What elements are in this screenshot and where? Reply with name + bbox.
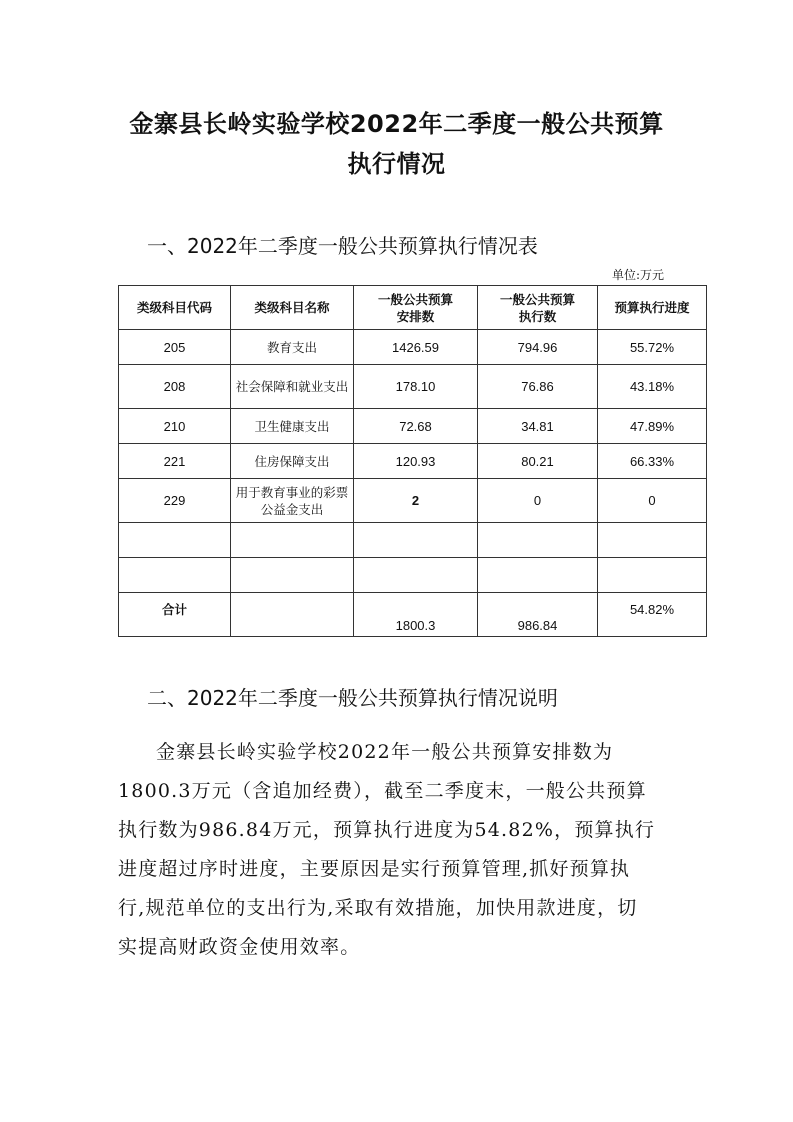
paragraph-line: 执行数为986.84万元，预算执行进度为54.82%，预算执行: [118, 819, 656, 841]
section2-heading: 二、2022年二季度一般公共预算执行情况说明: [147, 686, 558, 710]
cell-name: 用于教育事业的彩票公益金支出: [231, 479, 354, 523]
cell-executed: 80.21: [478, 444, 598, 479]
cell-progress: 66.33%: [598, 444, 707, 479]
cell-name: 住房保障支出: [231, 444, 354, 479]
cell-name: 教育支出: [231, 330, 354, 365]
cell-code: 210: [119, 409, 231, 444]
cell-code: 205: [119, 330, 231, 365]
cell-executed: 794.96: [478, 330, 598, 365]
empty-cell: [598, 558, 707, 593]
cell-executed: 0: [478, 479, 598, 523]
cell-budget: 1426.59: [354, 330, 478, 365]
empty-cell: [119, 558, 231, 593]
header-code: 类级科目代码: [119, 286, 231, 330]
cell-progress: 55.72%: [598, 330, 707, 365]
explanation-paragraph: [118, 733, 678, 967]
table-total-row: [119, 593, 707, 637]
cell-budget: 178.10: [354, 365, 478, 409]
header-budget: 一般公共预算 安排数: [354, 286, 478, 330]
empty-cell: [354, 523, 478, 558]
empty-cell: [231, 523, 354, 558]
cell-progress: 43.18%: [598, 365, 707, 409]
table-row: [119, 409, 707, 444]
section1-heading: 一、2022年二季度一般公共预算执行情况表: [147, 234, 538, 258]
empty-cell: [231, 558, 354, 593]
table-row-empty: [119, 558, 707, 593]
table-row: [119, 444, 707, 479]
document-title-line1: 金寨县长岭实验学校2022年二季度一般公共预算: [129, 110, 664, 138]
paragraph-line: 进度超过序时进度，主要原因是实行预算管理,抓好预算执: [118, 858, 631, 880]
paragraph-line: 行,规范单位的支出行为,采取有效措施，加快用款进度，切: [118, 897, 638, 919]
empty-cell: [119, 523, 231, 558]
total-budget: 1800.3: [354, 593, 478, 637]
cell-executed: 34.81: [478, 409, 598, 444]
cell-progress: 47.89%: [598, 409, 707, 444]
header-progress: 预算执行进度: [598, 286, 707, 330]
cell-budget: 120.93: [354, 444, 478, 479]
table-row: [119, 365, 707, 409]
paragraph-line: 实提高财政资金使用效率。: [118, 936, 361, 958]
header-executed: 一般公共预算 执行数: [478, 286, 598, 330]
table-row: [119, 479, 707, 523]
cell-name: 卫生健康支出: [231, 409, 354, 444]
cell-budget: 72.68: [354, 409, 478, 444]
header-name: 类级科目名称: [231, 286, 354, 330]
empty-cell: [478, 523, 598, 558]
cell-progress: 0: [598, 479, 707, 523]
empty-cell: [478, 558, 598, 593]
empty-cell: [598, 523, 707, 558]
table-header-row: [119, 286, 707, 330]
document-title-line2: 执行情况: [347, 150, 446, 178]
cell-code: 229: [119, 479, 231, 523]
total-executed: 986.84: [478, 593, 598, 637]
paragraph-line: 1800.3万元（含追加经费），截至二季度末，一般公共预算: [118, 780, 647, 802]
paragraph-line: 金寨县长岭实验学校2022年一般公共预算安排数为: [156, 741, 614, 763]
empty-cell: [231, 593, 354, 637]
table-row: [119, 330, 707, 365]
cell-budget: 2: [354, 479, 478, 523]
empty-cell: [354, 558, 478, 593]
cell-name: 社会保障和就业支出: [231, 365, 354, 409]
cell-executed: 76.86: [478, 365, 598, 409]
cell-code: 208: [119, 365, 231, 409]
table-row-empty: [119, 523, 707, 558]
cell-code: 221: [119, 444, 231, 479]
budget-table: [118, 285, 707, 637]
unit-label: 单位:万元: [612, 268, 665, 282]
total-progress: 54.82%: [598, 593, 707, 637]
total-label: 合计: [119, 593, 231, 637]
